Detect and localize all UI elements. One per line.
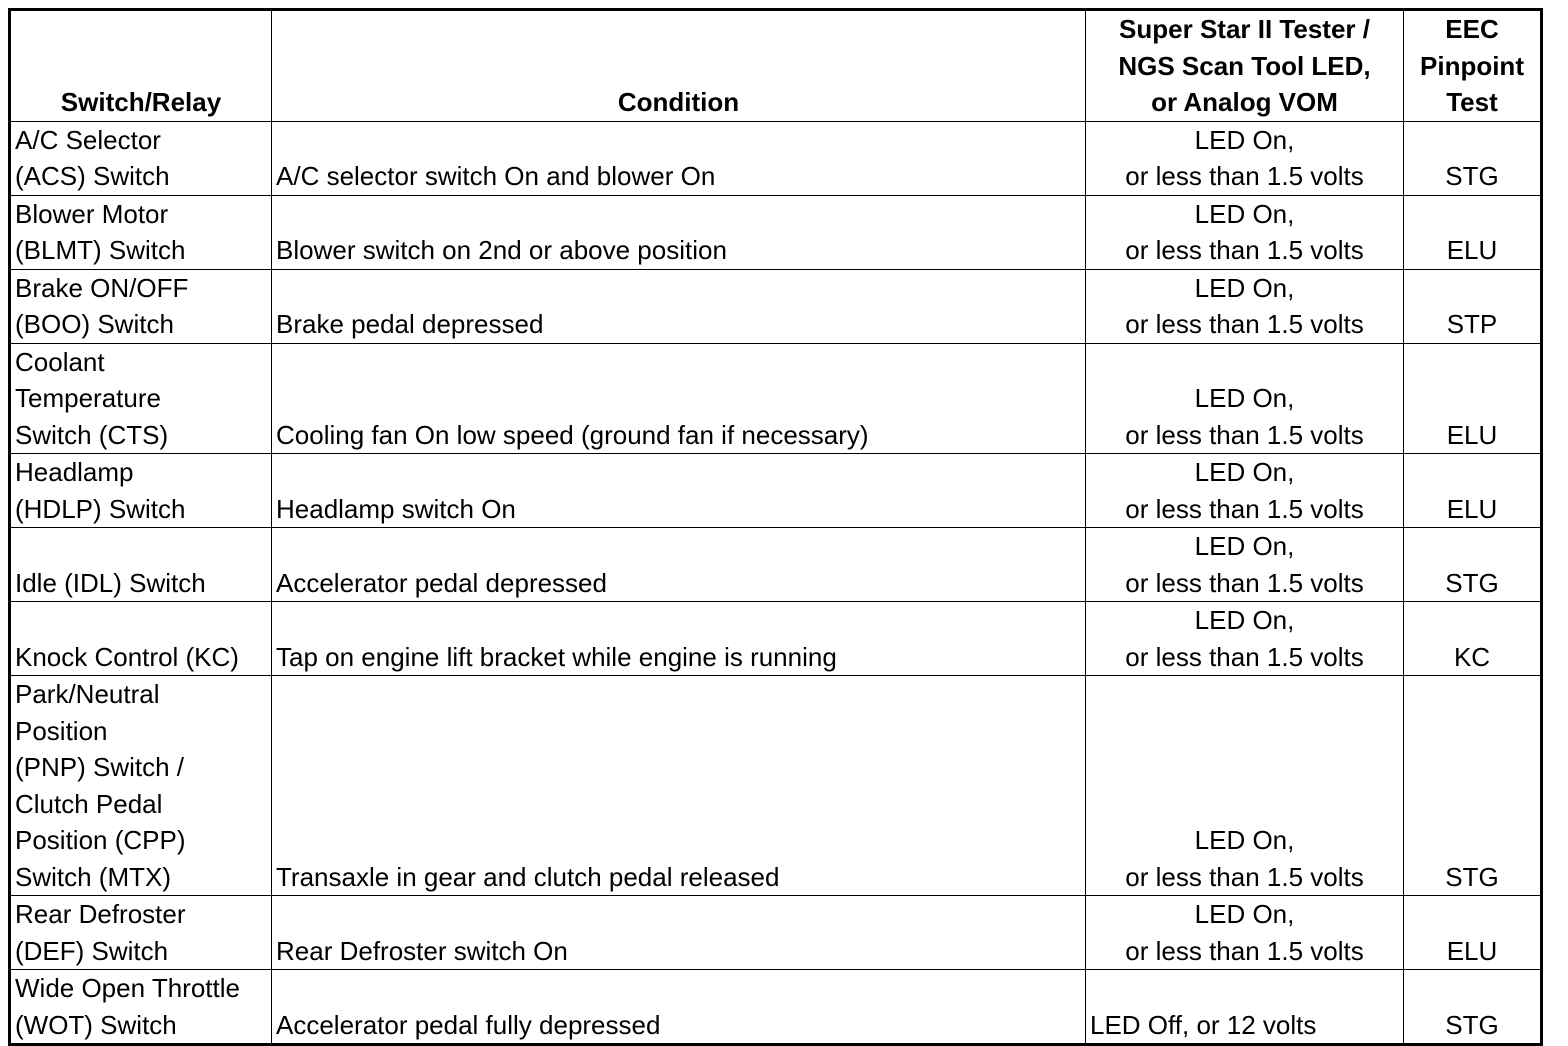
switch-line: Switch (MTX) (15, 861, 171, 892)
switch-cell (10, 343, 272, 454)
result-line: LED On, (1194, 531, 1295, 561)
condition-text: Blower switch on 2nd or above position (276, 235, 727, 265)
condition-text: Accelerator pedal depressed (276, 567, 607, 598)
switch-line: Rear Defroster (15, 899, 186, 929)
switch-relay-test-table (8, 8, 1543, 1046)
result-cell (1086, 343, 1404, 454)
switch-cell (10, 602, 272, 676)
header-tester-line: Super Star II Tester / (1119, 14, 1370, 44)
pinpoint-test-cell (1404, 269, 1542, 343)
condition-cell (272, 269, 1086, 343)
condition-cell (272, 602, 1086, 676)
result-line: or less than 1.5 volts (1125, 493, 1364, 524)
pinpoint-test-text: ELU (1446, 935, 1498, 966)
result-line: or less than 1.5 volts (1125, 161, 1364, 191)
table-row (10, 454, 1542, 528)
result-line: LED On, (1194, 124, 1295, 155)
switch-line: Switch (CTS) (15, 419, 169, 450)
result-line: LED On, (1194, 605, 1295, 635)
header-pinpoint-line: Test (1446, 87, 1498, 117)
result-line: or less than 1.5 volts (1125, 641, 1364, 672)
condition-cell (272, 676, 1086, 896)
header-pinpoint (1404, 10, 1542, 122)
pinpoint-test-cell (1404, 676, 1542, 896)
switch-line: (BOO) Switch (15, 309, 174, 339)
pinpoint-test-text: STG (1445, 567, 1499, 598)
pinpoint-test-text: STG (1445, 861, 1499, 892)
switch-line: (PNP) Switch / (15, 752, 185, 782)
condition-text: Tap on engine lift bracket while engine is running (276, 641, 837, 672)
condition-text: A/C selector switch On and blower On (276, 161, 716, 191)
result-line: LED On, (1194, 272, 1295, 303)
condition-cell (272, 195, 1086, 269)
result-cell (1086, 602, 1404, 676)
header-tester-line: or Analog VOM (1151, 87, 1338, 117)
condition-text: Brake pedal depressed (276, 309, 544, 339)
result-line: LED On, (1194, 198, 1295, 229)
table-row (10, 896, 1542, 970)
result-line: LED On, (1194, 899, 1295, 929)
pinpoint-test-text: ELU (1446, 235, 1498, 265)
switch-line: Coolant (15, 346, 105, 377)
switch-line: Temperature (15, 383, 161, 413)
header-tester (1086, 10, 1404, 122)
result-line: or less than 1.5 volts (1125, 567, 1364, 598)
switch-line: Knock Control (KC) (15, 641, 239, 672)
switch-cell (10, 269, 272, 343)
result-cell (1086, 676, 1404, 896)
table-row (10, 970, 1542, 1045)
result-line: LED Off, or 12 volts (1090, 1009, 1317, 1040)
header-tester-line: NGS Scan Tool LED, (1118, 50, 1371, 81)
result-line: LED On, (1194, 383, 1295, 413)
header-pinpoint-line: EEC (1445, 14, 1499, 44)
table-row (10, 602, 1542, 676)
pinpoint-test-cell (1404, 121, 1542, 195)
pinpoint-test-cell (1404, 528, 1542, 602)
switch-line: (DEF) Switch (15, 935, 169, 966)
result-line: or less than 1.5 volts (1125, 235, 1364, 265)
pinpoint-test-text: STG (1445, 1009, 1499, 1040)
switch-cell (10, 454, 272, 528)
switch-line: (HDLP) Switch (15, 493, 186, 524)
switch-cell (10, 676, 272, 896)
switch-line: Position (15, 715, 108, 746)
switch-line: (ACS) Switch (15, 161, 170, 191)
table-row (10, 269, 1542, 343)
condition-cell (272, 896, 1086, 970)
result-line: or less than 1.5 volts (1125, 861, 1364, 892)
switch-line: Headlamp (15, 457, 134, 487)
switch-line: Position (CPP) (15, 825, 186, 855)
switch-cell (10, 528, 272, 602)
table-row (10, 343, 1542, 454)
switch-line: Blower Motor (15, 198, 169, 229)
table-row (10, 676, 1542, 896)
result-line: LED On, (1194, 457, 1295, 487)
pinpoint-test-cell (1404, 602, 1542, 676)
pinpoint-test-text: KC (1453, 641, 1491, 672)
result-cell (1086, 454, 1404, 528)
result-cell (1086, 121, 1404, 195)
result-line: LED On, (1194, 825, 1295, 855)
header-condition (272, 10, 1086, 122)
condition-text: Transaxle in gear and clutch pedal released (276, 861, 780, 892)
page (8, 8, 1543, 1046)
result-cell (1086, 528, 1404, 602)
pinpoint-test-cell (1404, 896, 1542, 970)
pinpoint-test-text: ELU (1446, 419, 1498, 450)
condition-text: Headlamp switch On (276, 493, 516, 524)
header-row (10, 10, 1542, 122)
pinpoint-test-text: STP (1446, 309, 1498, 339)
condition-cell (272, 343, 1086, 454)
header-condition-text: Condition (617, 87, 740, 117)
result-cell (1086, 195, 1404, 269)
condition-cell (272, 121, 1086, 195)
condition-cell (272, 528, 1086, 602)
result-line: or less than 1.5 volts (1125, 935, 1364, 966)
condition-text: Rear Defroster switch On (276, 935, 568, 966)
pinpoint-test-cell (1404, 195, 1542, 269)
switch-line: Wide Open Throttle (15, 973, 240, 1003)
header-switch-relay-text: Switch/Relay (60, 87, 222, 117)
result-cell (1086, 896, 1404, 970)
result-cell (1086, 269, 1404, 343)
condition-text: Accelerator pedal fully depressed (276, 1009, 661, 1040)
result-line: or less than 1.5 volts (1125, 419, 1364, 450)
switch-line: Park/Neutral (15, 679, 160, 709)
pinpoint-test-text: ELU (1446, 493, 1498, 524)
condition-cell (272, 454, 1086, 528)
condition-cell (272, 970, 1086, 1045)
switch-line: A/C Selector (15, 124, 161, 155)
table-row (10, 195, 1542, 269)
switch-line: Idle (IDL) Switch (15, 567, 206, 598)
switch-cell (10, 896, 272, 970)
switch-line: (WOT) Switch (15, 1009, 177, 1040)
header-pinpoint-line: Pinpoint (1420, 50, 1524, 81)
switch-line: (BLMT) Switch (15, 235, 186, 265)
table-row (10, 121, 1542, 195)
result-cell (1086, 970, 1404, 1045)
switch-line: Brake ON/OFF (15, 272, 189, 303)
switch-cell (10, 121, 272, 195)
switch-cell (10, 970, 272, 1045)
result-line: or less than 1.5 volts (1125, 309, 1364, 339)
pinpoint-test-cell (1404, 454, 1542, 528)
pinpoint-test-cell (1404, 970, 1542, 1045)
table-row (10, 528, 1542, 602)
switch-line: Clutch Pedal (15, 788, 163, 819)
header-switch-relay (10, 10, 272, 122)
condition-text: Cooling fan On low speed (ground fan if necessary) (276, 419, 869, 450)
pinpoint-test-cell (1404, 343, 1542, 454)
pinpoint-test-text: STG (1445, 161, 1499, 191)
switch-cell (10, 195, 272, 269)
